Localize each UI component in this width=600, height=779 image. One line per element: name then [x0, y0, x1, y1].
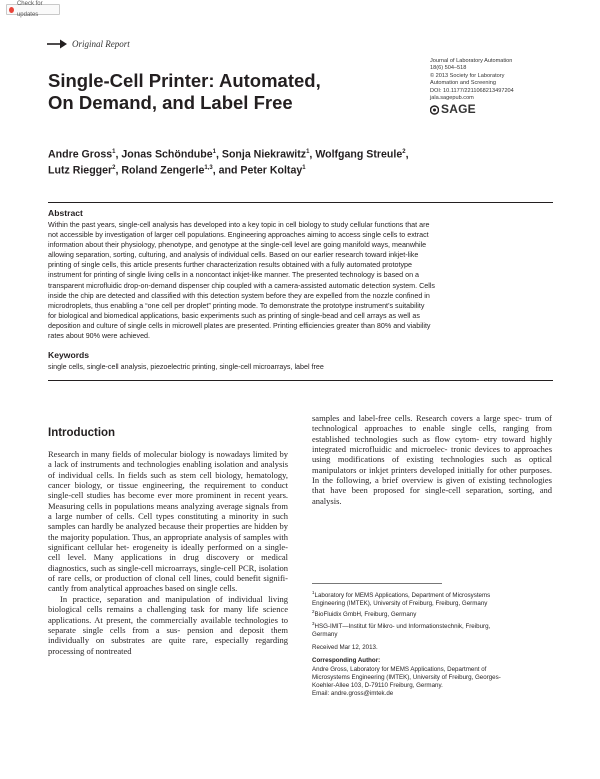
body-line: ranging from established technologies such as flow cytom-	[312, 423, 552, 444]
body-line: applications in drug discovery or medical diagnostics, such	[48, 552, 288, 573]
author-affiliation: 1,3	[204, 165, 213, 172]
author-affiliation: 2	[402, 149, 406, 155]
affiliation-2	[312, 608, 557, 619]
affiliation-number: 2	[312, 609, 315, 615]
author-affiliation: 1	[212, 149, 216, 155]
abstract-line: information about their physiology, phenotype, and genotype at the single-cell level are going manifold ways, meanwhile	[48, 241, 427, 250]
body-line: in such samples can hardly be analyzed because their	[48, 511, 289, 532]
body-line: cells, or production of clonal cell lines, could benefit signifi-	[74, 573, 288, 584]
body-line: pension and deposit them individually on substrates are	[48, 624, 288, 646]
body-line: cells in populations means analyzing average signals from a	[48, 500, 288, 522]
footnote-rule	[312, 583, 442, 584]
body-line: stem cell biology, hematology, cancer biology, or tissue	[48, 469, 288, 491]
author-name: Roland Zengerle	[121, 164, 205, 177]
journal-info	[430, 58, 570, 116]
abstract-line: microdroplets, thus enabling a “one cell per droplet” printing mode. To demonstrate the prototype instrument’s suitability	[48, 301, 425, 310]
author-separator: ,	[216, 148, 222, 161]
abstract-line: Within the past years, single-cell analysis has developed into a key topic in cell biology to study cellular functions that are	[48, 221, 430, 229]
author-affiliation: 2	[112, 165, 116, 172]
abstract-line: not accessible by investigation of larger cell populations. Engineering approaches aiming to access single cells to extract	[48, 231, 429, 240]
body-line: limited by a lack of instruments and technologies enabling	[48, 449, 289, 470]
body-line: developed initially for other purposes. In the following,	[312, 464, 552, 486]
paper-title-line-1: Single-Cell Printer: Automated,	[48, 70, 321, 91]
check-for-updates-badge[interactable]	[6, 0, 60, 18]
journal-info-line: 18(6) 504–518	[430, 65, 467, 72]
abstract-line: printing of single cells, this article presents further characterization results obtained with a fully automated prototype	[48, 261, 412, 270]
affiliation-number: 3	[312, 620, 315, 626]
author-name: Andre Gross	[48, 148, 113, 161]
body-line: has become ever more prominent in recent years. Measuring	[48, 490, 289, 511]
affiliation-line: BioFluidix GmbH, Freiburg, Germany	[314, 611, 417, 619]
keywords-text: single cells, single-cell analysis, piezoelectric printing, single-cell microarrays, label free	[48, 363, 324, 371]
corresponding-author-line: Koehler-Allee 103, D-79110 Freiburg, Germany.	[312, 682, 443, 690]
corresponding-author-line: Microsystems Engineering (IMTEK), University of Freiburg, Georges-	[312, 673, 501, 681]
affiliation-line: Engineering (IMTEK), University of Freiburg, Freiburg, Germany	[312, 600, 488, 608]
corresponding-author-email: Email: andre.gross@imtek.de	[312, 690, 394, 698]
affiliation-line: Laboratory for MEMS Applications, Department of Microsystems	[314, 592, 491, 600]
received-date: Received Mar 12, 2013.	[312, 644, 378, 652]
affiliation-number: 1	[312, 590, 315, 595]
body-line: appropriate analysis of samples with significant cellular het-	[48, 531, 288, 553]
publisher-logo	[430, 103, 570, 116]
author-affiliation: 1	[306, 149, 310, 155]
abstract-heading: Abstract	[48, 208, 83, 218]
body-line: available technologies to separate single cells from a sus-	[48, 614, 289, 635]
abstract-top-rule	[48, 202, 553, 203]
affiliation-1	[312, 589, 557, 608]
update-icon	[9, 7, 14, 13]
journal-info-line: Automation and Screening	[430, 80, 496, 87]
author-line-1	[48, 146, 478, 162]
keywords-heading: Keywords	[48, 350, 90, 360]
affiliation-line: HSG-IMIT—Institut für Mikro- und Informationstechnik, Freiburg,	[314, 622, 491, 630]
keywords-bottom-rule	[48, 380, 553, 381]
author-affiliation: 1	[302, 165, 306, 172]
body-line: In practice, separation and manipulation of individual	[60, 593, 263, 604]
body-column-left	[48, 449, 288, 656]
corresponding-author-heading: Corresponding Author:	[312, 657, 381, 665]
article-type: Original Report	[72, 39, 130, 49]
author-name: Sonja Niekrawitz	[221, 148, 307, 161]
author-separator: ,	[115, 164, 122, 177]
abstract-line: inside the chip are detected and classified with this detection system before they are expelled from the nozzle confined in	[48, 291, 430, 300]
journal-info-line: © 2013 Society for Laboratory	[430, 72, 505, 79]
body-line: technologies such as optical manipulators or inkjet printers	[312, 454, 552, 475]
publisher-name: SAGE	[441, 102, 476, 117]
author-separator: ,	[309, 148, 316, 161]
body-line: Research in many fields of molecular biology is nowadays	[48, 449, 251, 459]
sage-logo-icon	[430, 105, 439, 115]
body-line: samples and label-free cells. Research covers a large spec-	[312, 413, 522, 423]
journal-info-line: DOI: 10.1177/2211068213497204	[430, 87, 514, 94]
affiliation-line: Germany	[312, 631, 338, 638]
abstract-line: rates about 90% were achieved.	[48, 332, 151, 341]
footnotes	[312, 589, 557, 698]
paper-title	[48, 70, 378, 114]
body-line: isolation and analysis of individual cells. In fields such as	[48, 459, 288, 480]
body-column-right	[312, 413, 552, 506]
abstract-body	[48, 220, 553, 341]
body-line: etry toward highly integrated microfluidic and microelec-	[312, 433, 552, 455]
body-paragraph	[48, 594, 288, 656]
affiliation-3	[312, 620, 557, 639]
body-line: tronic devices to approaches using modifications of existing	[312, 444, 553, 465]
corresponding-author-line: Andre Gross, Laboratory for MEMS Applications, Department of	[312, 665, 487, 673]
author-name: Wolfgang Streule	[315, 148, 403, 161]
article-type-arrow-icon	[46, 38, 68, 50]
body-line: trum of technological approaches to enable single cells,	[312, 413, 552, 434]
body-line: engineering, the requirement to conduct single-cell studies	[48, 480, 288, 501]
author-name: Peter Koltay	[240, 164, 303, 177]
abstract-line: deposition and culture of single cells in microwell plates are presented. Printing efficiencies greater than 80% and viability	[48, 321, 431, 330]
body-line: as single-cell microarrays, single-cell PCR, isolation of rare	[48, 562, 288, 584]
author-line-2	[48, 162, 478, 178]
body-line: cantly from analytical approaches based on single cells.	[48, 583, 238, 594]
body-line: have been proposed for single-cell separation, sorting, and	[330, 485, 552, 496]
abstract-line: instrument for printing of single living cells in a noncontact inkjet-like manner. The presented technology is based on a	[48, 271, 419, 280]
abstract-line: transparent microfluidic drop-on-demand dispenser chip coupled with a camera-assisted automatic detection system. Cells	[48, 281, 435, 290]
body-paragraph	[48, 449, 288, 594]
body-line: a brief overview is given of existing technologies that	[312, 475, 552, 496]
introduction-heading: Introduction	[48, 427, 116, 439]
author-affiliation: 1	[112, 149, 116, 155]
author-list	[48, 146, 478, 178]
badge-label: Check for updates	[16, 0, 43, 18]
body-line: quite rare, especially regarding processing of nontreated	[48, 635, 288, 656]
author-separator: ,	[405, 148, 409, 161]
journal-info-line: Journal of Laboratory Automation	[430, 58, 513, 64]
author-name: Lutz Riegger	[48, 164, 113, 177]
author-separator: ,	[115, 148, 122, 161]
body-paragraph	[312, 413, 552, 506]
author-name: Jonas Schöndube	[121, 148, 213, 161]
paper-title-line-2: On Demand, and Label Free	[48, 92, 293, 113]
body-line: life science applications. At present, the commercially	[48, 604, 288, 625]
body-line: analysis.	[312, 495, 342, 506]
body-line: living biological cells remains a challenging task for many	[48, 593, 288, 615]
author-separator: , and	[212, 164, 241, 177]
body-line: erogeneity is ideally performed on a single-cell level. Many	[48, 542, 288, 563]
journal-info-line: jala.sagepub.com	[430, 95, 474, 102]
body-line: large number of cells. Cell types constituting a minority	[55, 511, 259, 522]
abstract-line: allowing separation, sorting, culturing, and analysis of individual cells. Based on our earlier research toward inkjet-like	[48, 251, 419, 260]
abstract-line: for biological and biomedical applications, basic experiments such as printing of single-bead and cell arrays as well as	[48, 311, 420, 320]
body-line: properties are hidden by the majority population. Thus, an	[48, 521, 288, 542]
